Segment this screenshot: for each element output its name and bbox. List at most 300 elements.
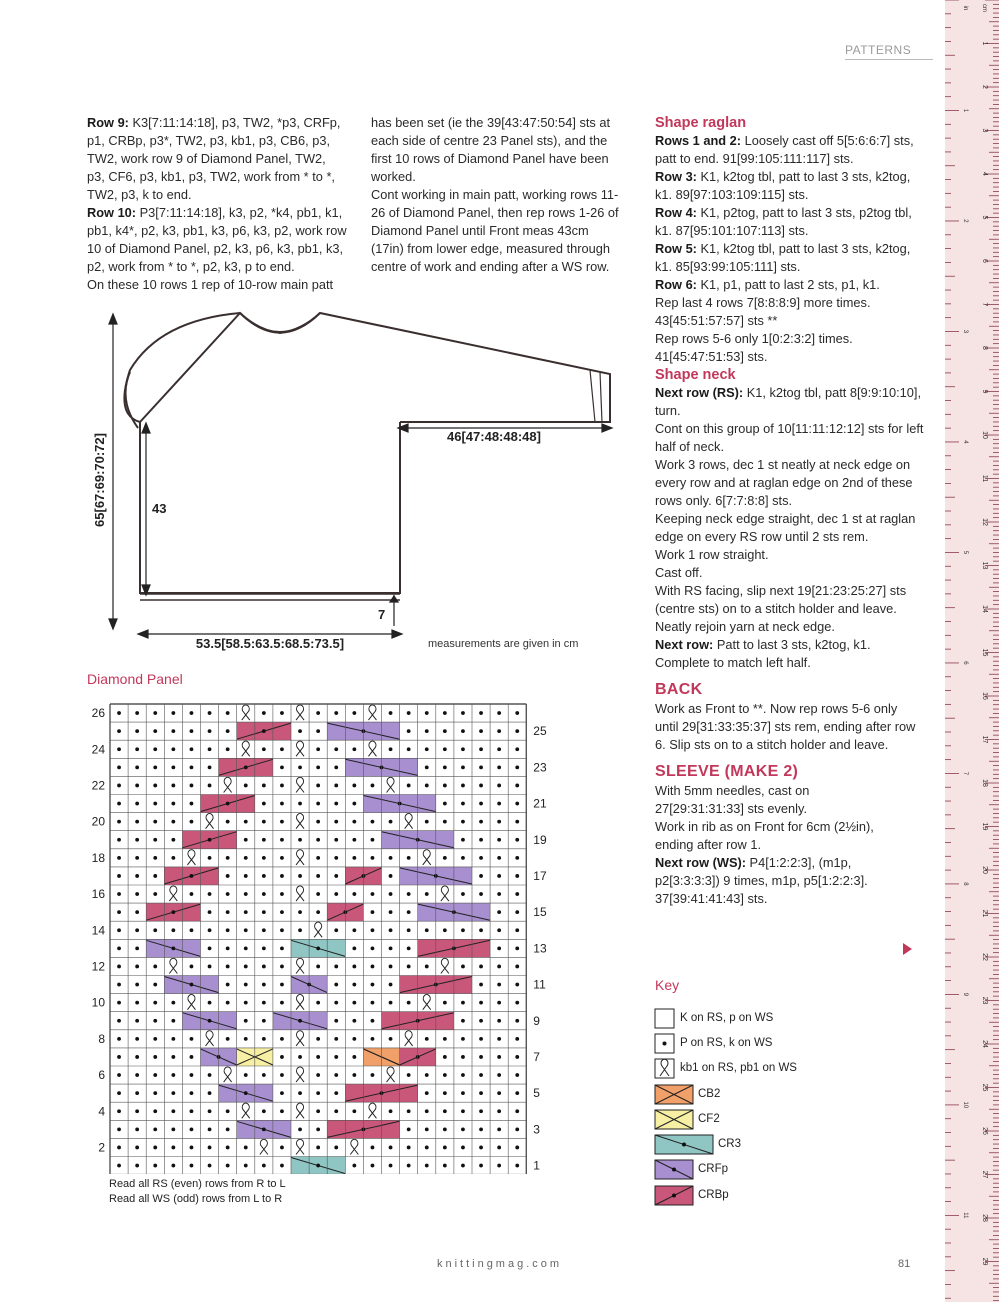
purl-stitch bbox=[280, 838, 284, 842]
ruler-cm-label: 21 bbox=[981, 909, 988, 918]
purl-stitch bbox=[334, 802, 338, 806]
purl-stitch bbox=[461, 1109, 465, 1113]
purl-stitch bbox=[153, 1146, 157, 1150]
purl-stitch bbox=[461, 1037, 465, 1041]
purl-stitch bbox=[280, 1091, 284, 1095]
purl-stitch bbox=[334, 1146, 338, 1150]
kb1-stitch bbox=[260, 1139, 268, 1154]
ruler-in-label: 5 bbox=[962, 550, 968, 555]
purl-stitch bbox=[262, 1109, 266, 1113]
purl-stitch bbox=[316, 802, 320, 806]
purl-stitch bbox=[208, 1001, 212, 1005]
purl-stitch bbox=[171, 1055, 175, 1059]
purl-stitch bbox=[280, 802, 284, 806]
kb1-stitch bbox=[296, 1139, 304, 1154]
purl-stitch bbox=[190, 1055, 194, 1059]
purl-stitch bbox=[135, 910, 139, 914]
raglan-row-6: Row 6: K1, p1, patt to last 2 sts, p1, k1. bbox=[655, 277, 880, 292]
purl-stitch bbox=[334, 1001, 338, 1005]
back-heading: BACK bbox=[655, 681, 703, 698]
purl-stitch bbox=[298, 910, 302, 914]
purl-stitch bbox=[316, 874, 320, 878]
purl-stitch bbox=[371, 856, 375, 860]
purl-stitch bbox=[262, 928, 266, 932]
purl-stitch bbox=[316, 747, 320, 751]
ruler-cm-label: 27 bbox=[981, 1170, 988, 1179]
purl-stitch bbox=[461, 838, 465, 842]
rep-last-rows: Rep last 4 rows 7[8:8:8:9] more times. 43[45:51:57:57] sts ** bbox=[655, 295, 871, 328]
purl-stitch bbox=[497, 910, 501, 914]
purl-stitch bbox=[117, 747, 121, 751]
rep-rows-5-6: Rep rows 5-6 only 1[0:2:3:2] times. 41[45:47:51:53] sts. bbox=[655, 331, 853, 364]
purl-stitch bbox=[153, 711, 157, 715]
purl-stitch bbox=[497, 1073, 501, 1077]
purl-stitch bbox=[352, 802, 356, 806]
row10-text: P3[7:11:14:18], k3, p2, *k4, pb1, k1, pb1, k4*, p2, k3, pb1, k3, p6, k3, p2, work row 10 of Diamond Panel, p2, k3, p6, k3, pb1, k3, p2, work from * to *, p2, k3, p to end. bbox=[87, 205, 347, 274]
crbp-purl-dot bbox=[190, 874, 194, 878]
crbp-purl-dot bbox=[208, 838, 212, 842]
purl-stitch bbox=[461, 820, 465, 824]
purl-stitch bbox=[171, 838, 175, 842]
purl-stitch bbox=[515, 1127, 519, 1131]
purl-stitch bbox=[461, 1055, 465, 1059]
purl-stitch bbox=[425, 928, 429, 932]
ruler-in-label: 4 bbox=[962, 440, 968, 444]
kb1-stitch bbox=[169, 958, 177, 973]
purl-stitch bbox=[407, 729, 411, 733]
purl-stitch bbox=[190, 711, 194, 715]
purl-stitch bbox=[497, 1001, 501, 1005]
purl-stitch bbox=[515, 910, 519, 914]
row-label-right: 11 bbox=[533, 977, 546, 992]
kb1-stitch bbox=[224, 1067, 232, 1082]
ruler-body bbox=[945, 0, 999, 1302]
crfp-swatch-dot bbox=[672, 1168, 676, 1172]
purl-stitch bbox=[443, 928, 447, 932]
purl-stitch bbox=[479, 1109, 483, 1113]
kb1-stitch bbox=[296, 705, 304, 720]
purl-stitch bbox=[135, 874, 139, 878]
purl-stitch bbox=[497, 1019, 501, 1023]
diamond-panel-chart bbox=[85, 700, 555, 1174]
purl-stitch bbox=[352, 711, 356, 715]
purl-stitch bbox=[298, 765, 302, 769]
purl-stitch bbox=[153, 802, 157, 806]
purl-stitch bbox=[497, 1055, 501, 1059]
purl-stitch bbox=[244, 1073, 248, 1077]
purl-stitch bbox=[280, 1146, 284, 1150]
purl-stitch bbox=[208, 1109, 212, 1113]
crbp-swatch-dot bbox=[672, 1194, 676, 1198]
purl-stitch bbox=[135, 1019, 139, 1023]
cont-working-paragraph: Cont working in main patt, working rows 11-26 of Diamond Panel, then rep rows 1-26 of Diamond Panel until Front meas 43cm (17in) from lower edge, measured through centre of work and ending after a WS row. bbox=[371, 187, 619, 274]
purl-stitch bbox=[244, 892, 248, 896]
purl-stitch bbox=[262, 874, 266, 878]
row9-text: K3[7:11:14:18], p3, TW2, *p3, CRFp, p1, CRBp, p3*, TW2, p3, kb1, p3, CB6, p3, TW2, work row 9 of Diamond Panel, TW2, p3, CF6, p3, kb1, p3, TW2, work from * to *, TW2, p3, k to end. bbox=[87, 115, 341, 202]
kb1-stitch bbox=[405, 814, 413, 829]
purl-stitch bbox=[479, 711, 483, 715]
sleeve-heading: SLEEVE (MAKE 2) bbox=[655, 763, 799, 780]
purl-stitch bbox=[334, 874, 338, 878]
purl-stitch bbox=[515, 765, 519, 769]
neck-band bbox=[245, 318, 315, 332]
purl-stitch bbox=[190, 1127, 194, 1131]
purl-stitch bbox=[135, 856, 139, 860]
kb1-stitch bbox=[296, 1031, 304, 1046]
purl-stitch bbox=[135, 965, 139, 969]
purl-stitch bbox=[153, 1055, 157, 1059]
row-label-left: 26 bbox=[91, 706, 105, 721]
purl-stitch bbox=[208, 1164, 212, 1168]
purl-stitch bbox=[117, 1055, 121, 1059]
purl-stitch bbox=[352, 1109, 356, 1113]
purl-stitch bbox=[443, 1127, 447, 1131]
continue-arrow-icon bbox=[903, 943, 912, 955]
purl-stitch bbox=[497, 874, 501, 878]
ruler-cm-label: 8 bbox=[981, 346, 988, 350]
purl-stitch bbox=[316, 1037, 320, 1041]
ruler-cm-label: 25 bbox=[981, 1083, 988, 1092]
neck-castoff: Cast off. bbox=[655, 565, 703, 580]
purl-stitch bbox=[208, 892, 212, 896]
purl-stitch bbox=[371, 910, 375, 914]
crbp-purl-dot bbox=[226, 802, 230, 806]
purl-stitch bbox=[389, 892, 393, 896]
knit-swatch bbox=[655, 1009, 674, 1028]
purl-stitch bbox=[461, 1073, 465, 1077]
purl-stitch bbox=[190, 1037, 194, 1041]
purl-stitch bbox=[461, 784, 465, 788]
purl-stitch bbox=[371, 983, 375, 987]
purl-stitch bbox=[334, 1109, 338, 1113]
purl-stitch bbox=[190, 765, 194, 769]
purl-stitch bbox=[135, 1127, 139, 1131]
patt-paragraph: On these 10 rows 1 rep of 10-row main patt bbox=[87, 277, 334, 292]
purl-stitch bbox=[497, 802, 501, 806]
purl-stitch bbox=[334, 838, 338, 842]
ruler-cm-label: 24 bbox=[981, 1040, 988, 1048]
read-ws-note: Read all WS (odd) rows from L to R bbox=[109, 1193, 283, 1205]
purl-stitch bbox=[334, 765, 338, 769]
kb1-stitch bbox=[169, 886, 177, 901]
kb1-stitch bbox=[242, 741, 250, 756]
purl-stitch bbox=[153, 838, 157, 842]
purl-stitch bbox=[371, 1037, 375, 1041]
row-label-right: 15 bbox=[533, 905, 547, 920]
purl-stitch bbox=[443, 784, 447, 788]
body-outline bbox=[140, 422, 400, 593]
purl-stitch bbox=[407, 1073, 411, 1077]
purl-stitch bbox=[153, 1073, 157, 1077]
crbp-purl-dot bbox=[244, 765, 248, 769]
row-label-right: 9 bbox=[533, 1013, 540, 1028]
purl-stitch bbox=[407, 1164, 411, 1168]
purl-stitch bbox=[425, 1037, 429, 1041]
purl-stitch bbox=[208, 765, 212, 769]
row-label-right: 5 bbox=[533, 1086, 540, 1101]
purl-stitch bbox=[479, 1091, 483, 1095]
sleeve-cuff bbox=[590, 370, 602, 422]
purl-stitch bbox=[298, 874, 302, 878]
purl-stitch bbox=[389, 1001, 393, 1005]
purl-stitch bbox=[389, 1146, 393, 1150]
purl-stitch bbox=[371, 784, 375, 788]
purl-stitch bbox=[497, 1109, 501, 1113]
purl-stitch bbox=[171, 729, 175, 733]
purl-stitch bbox=[153, 1127, 157, 1131]
purl-stitch bbox=[153, 856, 157, 860]
purl-stitch bbox=[117, 1164, 121, 1168]
purl-stitch bbox=[171, 784, 175, 788]
purl-stitch bbox=[280, 1055, 284, 1059]
purl-stitch bbox=[117, 784, 121, 788]
purl-stitch bbox=[371, 946, 375, 950]
purl-stitch bbox=[135, 1055, 139, 1059]
purl-stitch bbox=[190, 729, 194, 733]
purl-stitch bbox=[226, 1037, 230, 1041]
measuring-ruler bbox=[945, 0, 999, 1302]
purl-stitch bbox=[244, 965, 248, 969]
purl-stitch bbox=[515, 802, 519, 806]
purl-stitch bbox=[135, 765, 139, 769]
purl-stitch bbox=[371, 965, 375, 969]
purl-stitch bbox=[515, 928, 519, 932]
rib-measure: 7 bbox=[378, 607, 386, 622]
ruler-in-label: 2 bbox=[962, 219, 968, 223]
purl-stitch bbox=[425, 1073, 429, 1077]
purl-stitch bbox=[226, 747, 230, 751]
purl-stitch bbox=[153, 765, 157, 769]
ruler-in-label: 10 bbox=[962, 1101, 968, 1109]
purl-stitch bbox=[352, 983, 356, 987]
purl-stitch bbox=[244, 856, 248, 860]
purl-stitch bbox=[117, 1091, 121, 1095]
neck-slip: With RS facing, slip next 19[21:23:25:27] sts (centre sts) on to a stitch holder and leave. bbox=[655, 583, 907, 616]
ruler-cm-label: 20 bbox=[981, 866, 988, 874]
length-measure: 65[67:69:70:72] bbox=[92, 433, 107, 527]
purl-stitch bbox=[497, 856, 501, 860]
purl-stitch bbox=[425, 765, 429, 769]
purl-stitch bbox=[262, 1001, 266, 1005]
purl-stitch bbox=[443, 802, 447, 806]
purl-stitch bbox=[334, 711, 338, 715]
purl-stitch bbox=[226, 729, 230, 733]
purl-stitch bbox=[443, 765, 447, 769]
purl-stitch bbox=[117, 1109, 121, 1113]
ruler-unit-in: in bbox=[962, 5, 968, 11]
purl-stitch bbox=[425, 820, 429, 824]
purl-stitch bbox=[425, 965, 429, 969]
sleeve-ws-row: Next row (WS): P4[1:2:2:3], (m1p, p2[3:3:3:3]) 9 times, m1p, p5[1:2:2:3]. 37[39:41:41:43] sts. bbox=[655, 855, 868, 906]
purl-stitch bbox=[425, 1109, 429, 1113]
key-cb2: CB2 bbox=[698, 1088, 721, 1100]
purl-stitch bbox=[334, 1055, 338, 1059]
purl-stitch bbox=[425, 1127, 429, 1131]
purl-stitch bbox=[461, 1164, 465, 1168]
purl-stitch bbox=[208, 910, 212, 914]
ruler-cm-label: 17 bbox=[981, 735, 988, 744]
purl-stitch bbox=[153, 965, 157, 969]
ruler-cm-label: 1 bbox=[981, 41, 988, 46]
purl-stitch bbox=[515, 946, 519, 950]
row10-label: Row 10: bbox=[87, 205, 137, 220]
purl-stitch bbox=[334, 1037, 338, 1041]
kb1-stitch bbox=[368, 1103, 376, 1118]
purl-stitch bbox=[425, 784, 429, 788]
purl-stitch bbox=[153, 784, 157, 788]
row-label-left: 2 bbox=[98, 1140, 105, 1155]
purl-stitch bbox=[244, 946, 248, 950]
purl-stitch bbox=[389, 856, 393, 860]
purl-stitch bbox=[461, 729, 465, 733]
purl-stitch bbox=[262, 820, 266, 824]
purl-swatch-dot bbox=[663, 1042, 667, 1046]
crfp-purl-dot bbox=[190, 983, 194, 987]
kb1-stitch bbox=[242, 705, 250, 720]
purl-stitch bbox=[208, 856, 212, 860]
purl-stitch bbox=[479, 802, 483, 806]
kb1-stitch bbox=[314, 922, 322, 937]
purl-stitch bbox=[226, 965, 230, 969]
purl-stitch bbox=[515, 1164, 519, 1168]
purl-stitch bbox=[153, 729, 157, 733]
purl-stitch bbox=[208, 1127, 212, 1131]
row10-paragraph bbox=[87, 204, 347, 276]
purl-stitch bbox=[244, 1019, 248, 1023]
row-label-left: 14 bbox=[91, 923, 105, 938]
purl-stitch bbox=[208, 965, 212, 969]
purl-stitch bbox=[461, 802, 465, 806]
purl-stitch bbox=[461, 1019, 465, 1023]
purl-stitch bbox=[153, 747, 157, 751]
purl-stitch bbox=[262, 802, 266, 806]
back-sleeve-outline bbox=[124, 313, 240, 422]
purl-stitch bbox=[389, 820, 393, 824]
purl-stitch bbox=[190, 747, 194, 751]
row-label-left: 12 bbox=[91, 959, 105, 974]
purl-stitch bbox=[334, 747, 338, 751]
ruler-in-label: 11 bbox=[962, 1212, 968, 1219]
purl-stitch bbox=[497, 729, 501, 733]
purl-stitch bbox=[389, 1037, 393, 1041]
purl-stitch bbox=[208, 711, 212, 715]
purl-stitch bbox=[316, 820, 320, 824]
purl-stitch bbox=[226, 910, 230, 914]
purl-stitch bbox=[515, 965, 519, 969]
kb1-stitch bbox=[368, 741, 376, 756]
purl-stitch bbox=[135, 983, 139, 987]
purl-stitch bbox=[352, 1055, 356, 1059]
row-label-right: 19 bbox=[533, 832, 547, 847]
purl-stitch bbox=[316, 765, 320, 769]
purl-stitch bbox=[334, 820, 338, 824]
row-label-left: 10 bbox=[91, 995, 105, 1010]
purl-stitch bbox=[244, 784, 248, 788]
ruler-cm-label: 3 bbox=[981, 128, 988, 133]
purl-stitch bbox=[117, 729, 121, 733]
purl-stitch bbox=[190, 1073, 194, 1077]
purl-stitch bbox=[280, 928, 284, 932]
purl-stitch bbox=[479, 765, 483, 769]
purl-stitch bbox=[226, 983, 230, 987]
purl-stitch bbox=[135, 1073, 139, 1077]
purl-stitch bbox=[497, 747, 501, 751]
purl-stitch bbox=[135, 1001, 139, 1005]
purl-stitch bbox=[244, 820, 248, 824]
purl-stitch bbox=[389, 747, 393, 751]
purl-stitch bbox=[316, 1073, 320, 1077]
ruler-in-label: 1 bbox=[962, 108, 968, 113]
purl-stitch bbox=[515, 838, 519, 842]
purl-stitch bbox=[190, 1164, 194, 1168]
purl-stitch bbox=[117, 1146, 121, 1150]
row-label-left: 16 bbox=[91, 887, 105, 902]
ruler-unit-cm: cm bbox=[981, 4, 987, 12]
purl-stitch bbox=[497, 820, 501, 824]
purl-stitch bbox=[226, 820, 230, 824]
purl-stitch bbox=[208, 784, 212, 788]
purl-stitch bbox=[389, 910, 393, 914]
crbp-purl-dot bbox=[262, 729, 266, 733]
width-measure: 53.5[58.5:63.5:68.5:73.5] bbox=[195, 636, 345, 651]
row-label-right: 7 bbox=[533, 1049, 540, 1064]
purl-stitch bbox=[389, 965, 393, 969]
purl-stitch bbox=[425, 711, 429, 715]
purl-stitch bbox=[153, 1091, 157, 1095]
purl-stitch bbox=[316, 1001, 320, 1005]
purl-stitch bbox=[135, 928, 139, 932]
purl-stitch bbox=[135, 838, 139, 842]
ruler-cm-label: 16 bbox=[981, 692, 988, 700]
purl-stitch bbox=[316, 1055, 320, 1059]
chart-title: Diamond Panel bbox=[87, 671, 183, 687]
purl-stitch bbox=[497, 1037, 501, 1041]
ruler-cm-label: 6 bbox=[981, 259, 988, 263]
purl-stitch bbox=[316, 910, 320, 914]
purl-stitch bbox=[117, 1127, 121, 1131]
purl-stitch bbox=[153, 1019, 157, 1023]
body-length-measure: 43 bbox=[152, 501, 167, 516]
purl-stitch bbox=[171, 1164, 175, 1168]
purl-stitch bbox=[190, 1146, 194, 1150]
ruler-cm-label: 15 bbox=[981, 648, 988, 657]
neck-keep: Keeping neck edge straight, dec 1 st at raglan edge on every RS row until 2 sts rem. bbox=[655, 511, 916, 544]
purl-stitch bbox=[389, 1109, 393, 1113]
purl-stitch bbox=[190, 784, 194, 788]
purl-stitch bbox=[244, 910, 248, 914]
ruler-cm-label: 18 bbox=[981, 779, 988, 787]
purl-stitch bbox=[352, 856, 356, 860]
purl-stitch bbox=[298, 1055, 302, 1059]
column-3 bbox=[655, 114, 927, 908]
ruler-in-label: 6 bbox=[962, 661, 968, 665]
purl-stitch bbox=[461, 711, 465, 715]
purl-stitch bbox=[244, 1146, 248, 1150]
purl-stitch bbox=[497, 1091, 501, 1095]
purl-stitch bbox=[497, 965, 501, 969]
purl-stitch bbox=[171, 856, 175, 860]
purl-stitch bbox=[497, 1127, 501, 1131]
purl-stitch bbox=[135, 784, 139, 788]
purl-stitch bbox=[208, 1091, 212, 1095]
purl-stitch bbox=[280, 711, 284, 715]
purl-stitch bbox=[171, 1146, 175, 1150]
ruler-cm-label: 19 bbox=[981, 822, 988, 831]
purl-stitch bbox=[171, 1127, 175, 1131]
ruler-cm-label: 4 bbox=[981, 172, 988, 176]
purl-stitch bbox=[352, 747, 356, 751]
purl-stitch bbox=[443, 1091, 447, 1095]
